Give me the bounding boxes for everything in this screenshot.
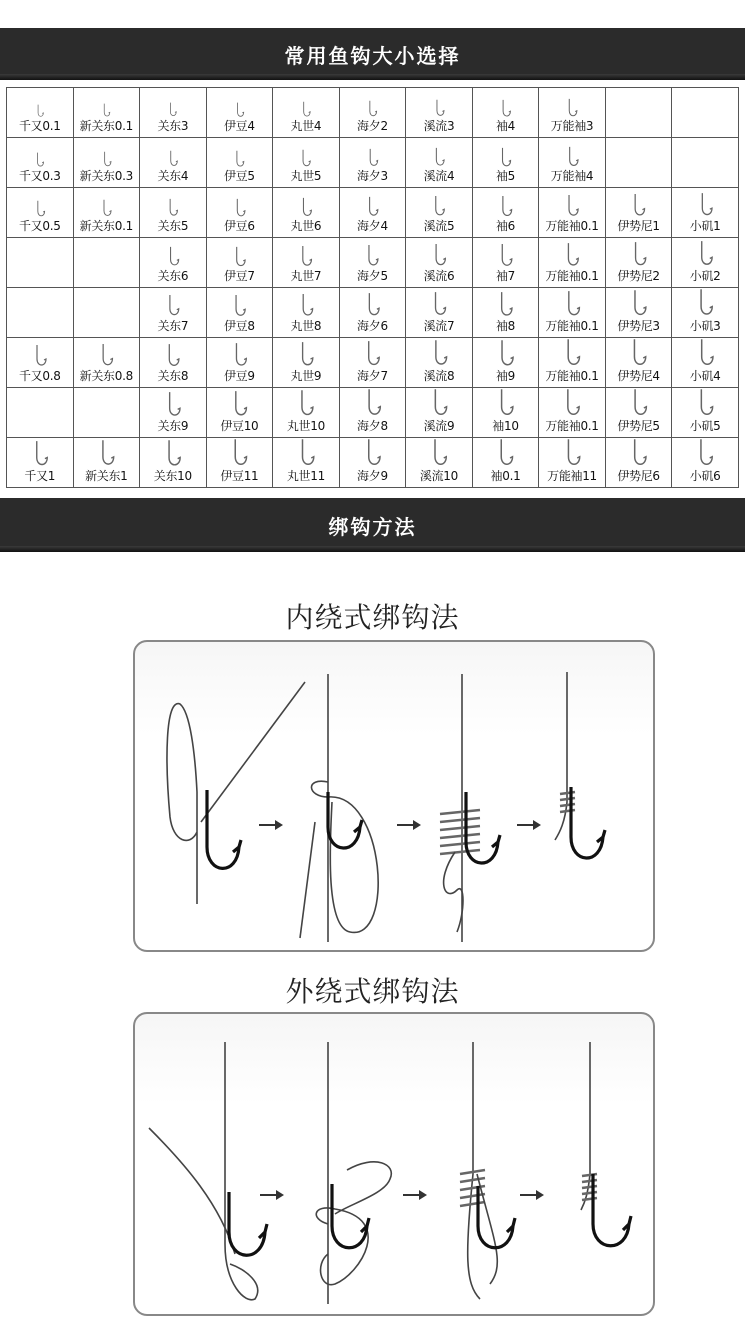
outer-step2-illustration [316, 1042, 391, 1304]
hook-cell [406, 338, 473, 388]
hook-size-label: 海夕9 [357, 469, 388, 483]
hook-size-label: 万能袖0.1 [545, 419, 599, 433]
fish-hook-icon [99, 199, 114, 218]
fish-hook-icon [429, 339, 450, 368]
hook-size-label: 伊势尼6 [617, 469, 660, 483]
outer-wrap-steps-illustration [135, 1014, 653, 1314]
hook-cell [672, 438, 739, 488]
fish-hook-icon [162, 439, 184, 469]
hook-size-label: 关东4 [157, 169, 189, 183]
fish-hook-icon [228, 438, 250, 468]
hook-cell [605, 188, 672, 238]
hook-size-label: 海夕8 [357, 419, 388, 433]
fish-hook-icon [562, 242, 581, 268]
hook-size-label: 丸世10 [286, 419, 325, 433]
hook-size-label: 万能袖0.1 [545, 319, 599, 333]
hook-cell [406, 138, 473, 188]
outer-step1-illustration [149, 1042, 267, 1300]
hook-size-label: 丸世11 [286, 469, 325, 483]
hook-cell [140, 288, 207, 338]
fish-hook-icon [629, 241, 649, 268]
fish-hook-icon [694, 338, 717, 368]
fish-hook-icon [627, 388, 651, 418]
fish-hook-icon [163, 391, 183, 419]
fish-hook-icon [627, 338, 649, 368]
fish-hook-icon [31, 344, 49, 368]
hook-size-label: 万能袖4 [550, 169, 594, 183]
fish-hook-icon [363, 244, 381, 268]
hook-cell [206, 388, 273, 438]
hook-cell [406, 238, 473, 288]
hook-size-label: 关东6 [157, 269, 189, 283]
fish-hook-icon [430, 195, 447, 218]
hook-size-label: 千又0.8 [18, 369, 61, 383]
hook-size-label: 袖4 [495, 119, 515, 133]
fish-hook-icon [33, 152, 46, 168]
fish-hook-icon [165, 246, 182, 268]
hook-size-label: 伊势尼2 [617, 269, 660, 283]
fish-hook-icon [430, 243, 448, 268]
hook-size-label: 伊势尼5 [617, 419, 660, 433]
hook-size-label: 袖6 [495, 219, 515, 233]
hook-cell [672, 138, 739, 188]
hook-size-label: 海夕6 [357, 319, 388, 333]
hook-cell [406, 438, 473, 488]
hook-cell [339, 338, 406, 388]
hook-cell [206, 188, 273, 238]
hook-cell [273, 338, 340, 388]
hook-size-label: 伊豆9 [223, 369, 255, 383]
hook-cell [472, 338, 539, 388]
hook-size-title: 常用鱼钩大小选择 [284, 43, 461, 68]
hook-cell [472, 288, 539, 338]
hook-size-label: 袖10 [492, 419, 519, 433]
hook-size-label: 伊势尼1 [617, 219, 660, 233]
fish-hook-icon [298, 149, 313, 168]
hook-cell [339, 238, 406, 288]
fish-hook-icon [431, 147, 447, 168]
hook-cell [539, 88, 606, 138]
hook-cell [273, 438, 340, 488]
hook-cell [539, 288, 606, 338]
hook-cell [339, 288, 406, 338]
fish-hook-icon [693, 388, 717, 418]
hook-size-label: 海夕3 [357, 169, 388, 183]
hook-cell [672, 238, 739, 288]
hook-cell [339, 388, 406, 438]
fish-hook-icon [231, 246, 248, 268]
arrow-icon [259, 820, 283, 830]
hook-size-label: 溪流5 [423, 219, 455, 233]
hook-cell [273, 288, 340, 338]
hook-cell [73, 438, 140, 488]
hook-cell [539, 438, 606, 488]
hook-cell [73, 338, 140, 388]
hook-size-label: 袖7 [495, 269, 515, 283]
hook-cell [672, 388, 739, 438]
hook-cell [140, 388, 207, 438]
fish-hook-icon [694, 288, 716, 318]
hook-size-label: 新关东0.1 [79, 219, 133, 233]
fish-hook-icon [365, 100, 379, 118]
fish-hook-icon [695, 240, 715, 268]
hook-size-label: 万能袖11 [547, 469, 597, 483]
hook-size-label: 伊豆10 [220, 419, 259, 433]
hook-size-label: 丸世6 [290, 219, 322, 233]
hook-cell [472, 388, 539, 438]
inner-step1-illustration [167, 682, 305, 904]
inner-step4-illustration [555, 672, 605, 858]
hook-size-label: 溪流10 [419, 469, 458, 483]
fish-hook-icon [560, 388, 583, 418]
hook-size-label: 海夕5 [357, 269, 388, 283]
fish-hook-icon [560, 438, 584, 468]
table-row [7, 288, 739, 338]
hook-cell [140, 188, 207, 238]
fish-hook-icon [564, 98, 580, 118]
fish-hook-icon [432, 99, 447, 118]
table-row [7, 338, 739, 388]
outer-step4-illustration [581, 1042, 631, 1246]
fish-hook-icon [493, 438, 517, 468]
hook-size-label: 伊豆6 [223, 219, 255, 233]
hook-size-label: 袖8 [495, 319, 515, 333]
hook-size-label: 关东7 [157, 319, 189, 333]
hook-size-label: 万能袖0.1 [545, 269, 599, 283]
hook-cell [140, 238, 207, 288]
hook-cell [339, 88, 406, 138]
hook-cell [73, 138, 140, 188]
inner-wrap-method-panel [133, 640, 655, 952]
hook-size-label: 伊豆5 [223, 169, 255, 183]
hook-cell [539, 138, 606, 188]
hook-size-label: 袖0.1 [490, 469, 521, 483]
fish-hook-icon [692, 438, 717, 468]
fish-hook-icon [295, 438, 318, 468]
hook-cell [605, 438, 672, 488]
fish-hook-icon [163, 343, 182, 369]
hook-cell [73, 88, 140, 138]
hook-cell [406, 188, 473, 238]
fish-hook-icon [229, 390, 250, 418]
arrow-icon [517, 820, 541, 830]
hook-cell [273, 388, 340, 438]
hook-cell [273, 88, 340, 138]
fish-hook-icon [494, 388, 517, 418]
hook-size-label: 溪流7 [423, 319, 455, 333]
fish-hook-icon [33, 200, 47, 218]
fish-hook-icon [97, 343, 116, 368]
hook-cell [605, 288, 672, 338]
fish-hook-icon [561, 338, 583, 368]
table-row [7, 238, 739, 288]
hook-cell [672, 338, 739, 388]
hook-cell [273, 188, 340, 238]
fish-hook-icon [365, 148, 380, 168]
hook-cell [672, 288, 739, 338]
outer-wrap-method-panel [133, 1012, 655, 1316]
hook-cell [273, 238, 340, 288]
fish-hook-icon [30, 440, 51, 468]
fish-hook-icon [96, 439, 117, 468]
hook-cell [406, 288, 473, 338]
hook-size-label: 伊势尼3 [617, 319, 660, 333]
hook-cell [7, 238, 74, 288]
inner-wrap-method-title: 内绕式绑钩法 [285, 601, 460, 634]
hook-cell [472, 138, 539, 188]
hook-cell [605, 238, 672, 288]
hook-size-label: 溪流6 [423, 269, 455, 283]
hook-size-label: 袖9 [495, 369, 515, 383]
hook-cell [7, 388, 74, 438]
table-row [7, 88, 739, 138]
fish-hook-icon [297, 293, 316, 318]
fish-hook-icon [497, 195, 515, 218]
hook-cell [472, 438, 539, 488]
fish-hook-icon [295, 389, 316, 418]
hook-cell [472, 188, 539, 238]
hook-cell [140, 88, 207, 138]
fish-hook-icon [100, 151, 114, 168]
fish-hook-icon [100, 103, 112, 118]
hook-cell [206, 238, 273, 288]
hook-size-label: 溪流9 [423, 419, 455, 433]
fish-hook-icon [498, 99, 513, 119]
hook-cell [672, 188, 739, 238]
hook-cell [7, 288, 74, 338]
hook-cell [472, 88, 539, 138]
hook-size-label: 溪流8 [423, 369, 455, 383]
hook-cell [339, 188, 406, 238]
fish-hook-icon [230, 342, 250, 368]
hook-size-label: 小矶3 [689, 319, 721, 333]
fish-hook-icon [563, 194, 581, 218]
hook-cell [140, 338, 207, 388]
fish-hook-icon [230, 294, 248, 318]
hook-size-label: 丸世9 [290, 369, 322, 383]
tying-method-title: 绑钩方法 [328, 514, 417, 539]
hook-cell [605, 88, 672, 138]
fish-hook-icon [165, 198, 180, 218]
hook-size-label: 关东10 [153, 469, 192, 483]
fish-hook-icon [497, 147, 513, 169]
arrow-icon [403, 1190, 427, 1200]
hook-size-label: 伊豆11 [220, 469, 259, 483]
hook-size-label: 新关东1 [85, 469, 128, 483]
hook-cell [73, 238, 140, 288]
hook-cell [605, 388, 672, 438]
fish-hook-icon [428, 388, 450, 418]
hook-size-label: 千又0.3 [18, 169, 61, 183]
fish-hook-icon [232, 150, 246, 168]
hook-size-label: 溪流3 [423, 119, 455, 133]
hook-cell [206, 338, 273, 388]
inner-step2-illustration [300, 674, 378, 942]
hook-cell [140, 138, 207, 188]
hook-size-label: 溪流4 [423, 169, 455, 183]
hook-cell [539, 388, 606, 438]
inner-wrap-steps-illustration [135, 642, 653, 950]
hook-cell [605, 138, 672, 188]
hook-size-banner [0, 28, 745, 80]
hook-cell [73, 388, 140, 438]
hook-size-label: 关东8 [157, 369, 189, 383]
fish-hook-icon [166, 150, 180, 168]
hook-size-label: 千又0.1 [18, 119, 61, 133]
hook-cell [672, 88, 739, 138]
hook-size-label: 万能袖0.1 [545, 219, 599, 233]
fish-hook-icon [427, 438, 451, 468]
hook-cell [605, 338, 672, 388]
hook-cell [206, 438, 273, 488]
hook-cell [73, 188, 140, 238]
tying-method-banner [0, 498, 745, 552]
hook-size-label: 小矶1 [689, 219, 721, 233]
hook-cell [406, 88, 473, 138]
fish-hook-icon [362, 340, 382, 368]
hook-cell [406, 388, 473, 438]
outer-wrap-method-title: 外绕式绑钩法 [285, 975, 460, 1008]
fish-hook-icon [496, 243, 515, 268]
arrow-icon [520, 1190, 544, 1200]
hook-cell [206, 88, 273, 138]
arrow-icon [260, 1190, 284, 1200]
table-row [7, 388, 739, 438]
outer-step3-illustration [460, 1042, 515, 1299]
hook-cell [7, 188, 74, 238]
fish-hook-icon [34, 104, 46, 118]
hook-cell [7, 88, 74, 138]
hook-cell [206, 288, 273, 338]
fish-hook-icon [166, 102, 179, 118]
fish-hook-icon [696, 192, 715, 218]
hook-size-label: 小矶4 [689, 369, 721, 383]
hook-cell [140, 438, 207, 488]
fish-hook-icon [363, 292, 382, 318]
hook-size-label: 万能袖0.1 [545, 369, 599, 383]
hook-size-label: 袖5 [495, 169, 515, 183]
hook-size-label: 海夕7 [357, 369, 388, 383]
hook-size-label: 丸世5 [290, 169, 322, 183]
hook-cell [539, 238, 606, 288]
hook-size-label: 千又0.5 [18, 219, 61, 233]
fish-hook-icon [297, 245, 314, 268]
fish-hook-icon [628, 289, 649, 318]
hook-size-label: 新关东0.3 [79, 169, 133, 183]
arrow-icon [397, 820, 421, 830]
fish-hook-icon [296, 341, 316, 368]
hook-cell [339, 438, 406, 488]
fish-hook-icon [298, 197, 314, 218]
fish-hook-icon [429, 291, 449, 318]
hook-cell [73, 288, 140, 338]
hook-size-label: 小矶6 [689, 469, 721, 483]
hook-size-label: 丸世7 [290, 269, 322, 283]
fish-hook-icon [626, 438, 651, 468]
fish-hook-icon [495, 291, 515, 318]
hook-cell [539, 338, 606, 388]
hook-size-label: 丸世8 [290, 319, 322, 333]
hook-size-label: 伊豆7 [223, 269, 255, 283]
hook-cell [339, 138, 406, 188]
hook-size-label: 海夕2 [357, 119, 388, 133]
fish-hook-icon [232, 198, 248, 218]
hook-size-label: 伊豆8 [223, 319, 255, 333]
hook-cell [7, 438, 74, 488]
hook-size-label: 海夕4 [357, 219, 388, 233]
hook-size-label: 新关东0.1 [79, 119, 133, 133]
table-row [7, 188, 739, 238]
hook-size-table [6, 87, 739, 488]
fish-hook-icon [299, 101, 313, 118]
hook-size-label: 小矶5 [689, 419, 721, 433]
hook-cell [472, 238, 539, 288]
hook-size-label: 小矶2 [689, 269, 721, 283]
hook-cell [539, 188, 606, 238]
hook-size-label: 丸世4 [290, 119, 322, 133]
fish-hook-icon [562, 290, 583, 318]
fish-hook-icon [629, 193, 648, 218]
hook-size-label: 关东3 [157, 119, 189, 133]
fish-hook-icon [362, 388, 384, 418]
fish-hook-icon [564, 146, 581, 168]
hook-size-label: 关东5 [157, 219, 189, 233]
table-row [7, 138, 739, 188]
fish-hook-icon [361, 438, 384, 468]
hook-size-label: 新关东0.8 [79, 369, 133, 383]
hook-cell [7, 138, 74, 188]
hook-size-label: 伊势尼4 [617, 369, 660, 383]
fish-hook-icon [495, 339, 516, 368]
hook-size-label: 伊豆4 [223, 119, 255, 133]
hook-cell [206, 138, 273, 188]
inner-step3-illustration [440, 674, 500, 942]
hook-cell [7, 338, 74, 388]
fish-hook-icon [233, 102, 246, 118]
hook-cell [273, 138, 340, 188]
hook-size-label: 万能袖3 [550, 119, 594, 133]
fish-hook-icon [164, 294, 182, 318]
fish-hook-icon [364, 196, 381, 218]
hook-size-label: 关东9 [157, 419, 189, 433]
table-row [7, 438, 739, 488]
hook-size-label: 千又1 [24, 469, 56, 483]
